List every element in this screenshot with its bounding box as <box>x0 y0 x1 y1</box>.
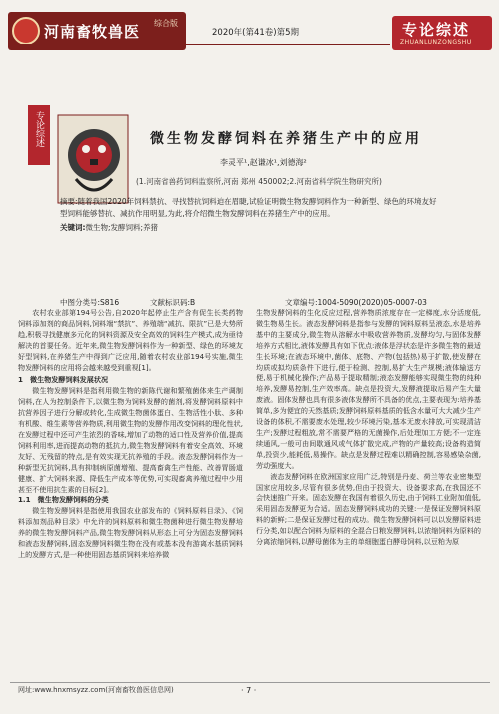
subsection-heading: 1.1 微生物发酵饲料的分类 <box>18 495 109 505</box>
footer-website: 网址:www.hnxmsyzz.com(河南畜牧兽医信息网) <box>18 686 174 694</box>
paragraph: 微生物发酵饲料是指使用我国农业部发布的《饲料原料目录》、《饲料添加剂品种目录》中允许的饲料原料和微生物菌种进行微生物发酵培养的微生物发酵饲料产品,微生物发酵饲料从形态上可分为固态发酵饲料和液态发酵饲料,固态发酵饲料微生物在没有或基本没有游离水基质饲料上的发酵方式,是一种使用固态基质饲料来培养微 <box>18 506 243 559</box>
keywords-label: 关键词: <box>60 223 86 232</box>
paragraph: 液态发酵饲料在欧洲国家应用广泛,特别是丹麦、荷兰等农业密集型国家应用较多,尽管有很多优势,但由于投资大、设备要求高,在我国还不会快速推广开来。固态发酵在我国有着很久历史,由于饲料工业附加值低,采用固态发酵更为合适。固态发酵饲料成功的关键:一是保证发酵饲料原料的新鲜;二是保证发酵过程的成功。微生物发酵饲料可以以发酵原料进行分类,如以配合饲料为原料的全混合日粮发酵饲料,以浓缩饲料为原料的分离浓缩饲料,以酵母菌体为主的单细胞蛋白酵母饲料,以豆粕为原 <box>256 471 481 547</box>
article-abstract: 摘要:随着我国2020年饲料禁抗、寻找替抗饲料迫在眉睫,试验证明微生物发酵饲料作为一种新型、绿色的环境友好型饲料能够替抗、减抗作用明显,为此,将介绍微生物发酵饲料在养猪生产中的应用。 <box>60 197 437 218</box>
section-badge <box>392 16 492 50</box>
article-keywords <box>60 222 158 233</box>
section-badge-subtitle: ZHUANLUNZONGSHU <box>400 39 472 46</box>
body-column-left <box>18 308 243 561</box>
section-tag-text: 专论综述 <box>34 111 44 147</box>
footer-divider <box>10 682 490 683</box>
ornament-illustration-icon <box>56 109 132 209</box>
article-affiliation: (1.河南省兽药饲料监察所,河南 郑州 450002;2.河南省科学院生物研究所) <box>136 177 382 186</box>
keywords-value: 微生物;发酵饲料;养猪 <box>85 223 159 232</box>
article-title: 微生物发酵饲料在养猪生产中的应用 <box>150 131 422 147</box>
issue-info: 2020年(第41卷)第5期 <box>212 28 299 38</box>
article-number: 文章编号:1004-5090(2020)05-0007-03 <box>285 298 427 307</box>
paragraph: 生物发酵饲料的生化反应过程,营养物质浓度存在一定梯度,水分活度低,微生物易生长。液态发酵饲料是指参与发酵的饲料原料呈液态,水是培养基中的主要成分,微生物从溶解水中吸收营养物质,发酵均匀,与固体发酵培养方式相比,液体发酵具有如下优点:液体是浮状态是许多微生物的最适生长环境;在液态环境中,菌体、底物、产物(包括热)易于扩散,使发酵在均质或拟均质条件下进行,便于检测、控制,易扩大生产规模;液体输送方便,易于机械化操作;产品易于提取精制;液态发酵能够实现微生物的纯种培养,发酵易控制,生产效率高。缺点是投资大,发酵液提取后易产生大量废液。固体发酵也具有很多液体发酵所不具备的优点,主要表现为:培养基简单,多为便宜的天然基质;发酵饲料原料基质的低含水量可大大减少生产设备的体积,不需要废水处理,较少环境污染,基本无废水排放,可实现清洁生产;发酵过程粗放,常不需要严格的无菌操作,后处理加工方便;不一定连续通风,一般可由间歇通风或气体扩散完成,产物的产量较高;设备构造简单,投资少,能耗低,易操作。缺点是发酵过程难以精确控制,容易感染杂菌,劳动强度大。 <box>256 308 481 470</box>
page-number: · 7 · <box>241 686 257 695</box>
section-badge-title: 专论综述 <box>402 21 471 39</box>
clc-number: 中图分类号:S816 <box>60 298 120 307</box>
page-header <box>0 0 499 58</box>
paragraph: 微生物发酵饲料是指利用微生物的新陈代谢和繁殖菌体来生产调制饲料,在人为控制条件下,以微生物为饲料发酵的菌剂,将发酵饲料原料中抗营养因子进行分解或转化,生成微生物菌体蛋白、生物活性小肽、多种有机酸、维生素等营养物质,利用微生物的发酵作用改变饲料的理化性状,在发酵过程中还可产生浓烈的香味,增加了动物的适口性及营养价值,提高饲料利用率,进而提高动物的抵抗力,微生物发酵饲料有着安全高效、环境友好、无残留的特点,是有效实现无抗养殖的手段。液态发酵饲料作为一种新型无抗饲料,具有抑制病原菌增殖、提高畜禽生产性能、改善胃肠道健康、扩大饲料来源、降低生产成本等优势,可实现畜禽养殖过程中少用甚至不使用抗生素的目标[2]。 <box>18 386 243 494</box>
journal-emblem-icon <box>12 17 40 45</box>
document-code: 文献标识码:B <box>150 298 196 307</box>
journal-title: 河南畜牧兽医 <box>44 23 141 41</box>
paragraph: 农村农业部第194号公告,自2020年起停止生产含有促生长类药物饲料添加剂的商品饲料,饲料端“禁抗”、养殖端“减抗、限抗”已是大势所趋,积极寻找健康多元化的饲料资源及安全高效的饲料生产模式,成为亟待解决的首要任务。近年来,微生物发酵饲料作为一种新型、绿色的环境友好型饲料,在养猪生产中得到广泛应用,随着农村农业部194号实施,微生物发酵饲料的应用将会越来越受到重视[1]。 <box>18 308 243 372</box>
section-tag <box>28 105 50 165</box>
body-column-right <box>256 308 481 548</box>
header-divider <box>10 44 390 45</box>
section-heading: 1 微生物发酵饲料发展状况 <box>18 375 109 385</box>
journal-edition: 综合版 <box>154 19 178 28</box>
article-authors: 李灵平¹,赵谦冰¹,刘德海² <box>220 158 307 167</box>
